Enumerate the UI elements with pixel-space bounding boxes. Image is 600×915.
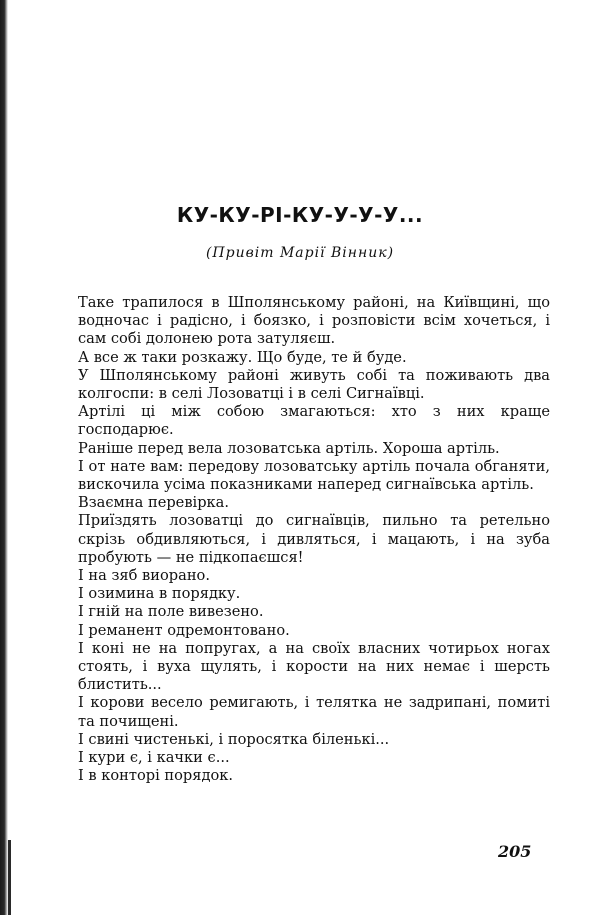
paragraph: І озимина в порядку. — [78, 585, 241, 603]
paragraph: А все ж таки розкажу. Що буде, те й буде. — [78, 348, 407, 366]
paragraph: І гній на поле вивезено. — [78, 603, 264, 621]
paragraph: Приїздять лозоватці до сигнаївців, пильно та ретельно скрізь обдивляються, і дивляться, і мацають, і на зуба пробують — не підкопаєшся! — [78, 512, 550, 566]
dedication-subtitle: (Привіт Марії Вінник) — [205, 245, 395, 261]
paragraph: У Шполянському районі живуть собі та поживають два колгоспи: в селі Лозоватці і в селі Сигнаївці. — [78, 366, 550, 403]
paragraph: Раніше перед вела лозоватська артіль. Хороша артіль. — [78, 439, 500, 457]
paragraph: І свині чистенькі, і поросятка біленькі... — [78, 730, 390, 748]
paragraph: Артілі ці між собою змагаються: хто з них краще господарює. — [78, 403, 550, 439]
paragraph: І коні не на попругах, а на своїх власних чотирьох ногах стоять, і вуха щулять, і корости на них немає і шерсть блистить... — [78, 639, 550, 694]
paragraph: І на зяб виорано. — [78, 567, 210, 585]
paragraph: І от нате вам: передову лозоватську артіль почала обганяти, вискочила усіма показниками наперед сигнаївська артіль. — [78, 457, 550, 494]
paragraph: Взаємна перевірка. — [78, 494, 230, 512]
page-number: 205 — [498, 842, 532, 861]
paragraph: І кури є, і качки є... — [78, 749, 230, 767]
story-body — [78, 294, 550, 785]
book-spine-shadow — [0, 0, 8, 915]
paragraph: І корови весело ремигають, і телятка не задрипані, помиті та почищені. — [78, 694, 550, 730]
paragraph: І реманент одремонтовано. — [78, 621, 290, 639]
paragraph: І в конторі порядок. — [78, 767, 233, 785]
paragraph: Таке трапилося в Шполянському районі, на Київщині, що водночас і радісно, і боязко, і розповісти всім хочеться, і сам собі долонею рота затуляєш. — [78, 294, 550, 348]
story-title: КУ-КУ-РІ-КУ-У-У-У... — [176, 203, 424, 227]
book-spine-edge — [8, 840, 11, 915]
